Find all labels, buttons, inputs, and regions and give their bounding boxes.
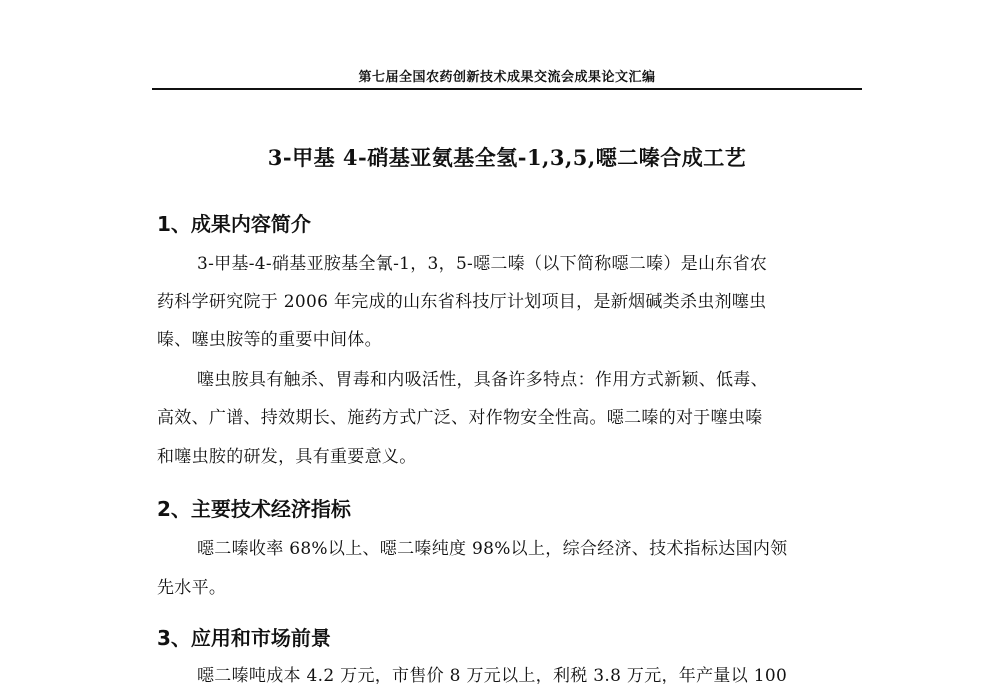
section-3-line-1: 噁二嗪吨成本 4.2 万元，市售价 8 万元以上，利税 3.8 万元，年产量以 100 xyxy=(197,666,788,684)
section-1-heading: 1、成果内容简介 xyxy=(157,212,311,236)
section-3-heading: 3、应用和市场前景 xyxy=(157,626,331,650)
section-1-line-3: 嗪、噻虫胺等的重要中间体。 xyxy=(157,330,382,350)
section-1-line-2: 药科学研究院于 2006 年完成的山东省科技厅计划项目，是新烟碱类杀虫剂噻虫 xyxy=(157,292,767,312)
paper-title: 3-甲基 4-硝基亚氨基全氢-1,3,5,噁二嗪合成工艺 xyxy=(267,145,747,170)
header-rule xyxy=(152,88,862,90)
section-2-line-1: 噁二嗪收率 68%以上、噁二嗪纯度 98%以上，综合经济、技术指标达国内领 xyxy=(197,539,788,559)
section-1-line-6: 和噻虫胺的研发，具有重要意义。 xyxy=(157,447,417,467)
section-2-heading: 2、主要技术经济指标 xyxy=(157,497,351,521)
running-header: 第七届全国农药创新技术成果交流会成果论文汇编 xyxy=(358,70,656,85)
section-2-line-2: 先水平。 xyxy=(157,578,227,598)
section-1-line-1: 3-甲基-4-硝基亚胺基全氰-1，3，5-噁二嗪（以下简称噁二嗪）是山东省农 xyxy=(197,254,768,274)
section-1-line-4: 噻虫胺具有触杀、胃毒和内吸活性，具备许多特点：作用方式新颖、低毒、 xyxy=(197,370,768,390)
section-1-line-5: 高效、广谱、持效期长、施药方式广泛、对作物安全性高。噁二嗪的对于噻虫嗪 xyxy=(157,408,763,428)
